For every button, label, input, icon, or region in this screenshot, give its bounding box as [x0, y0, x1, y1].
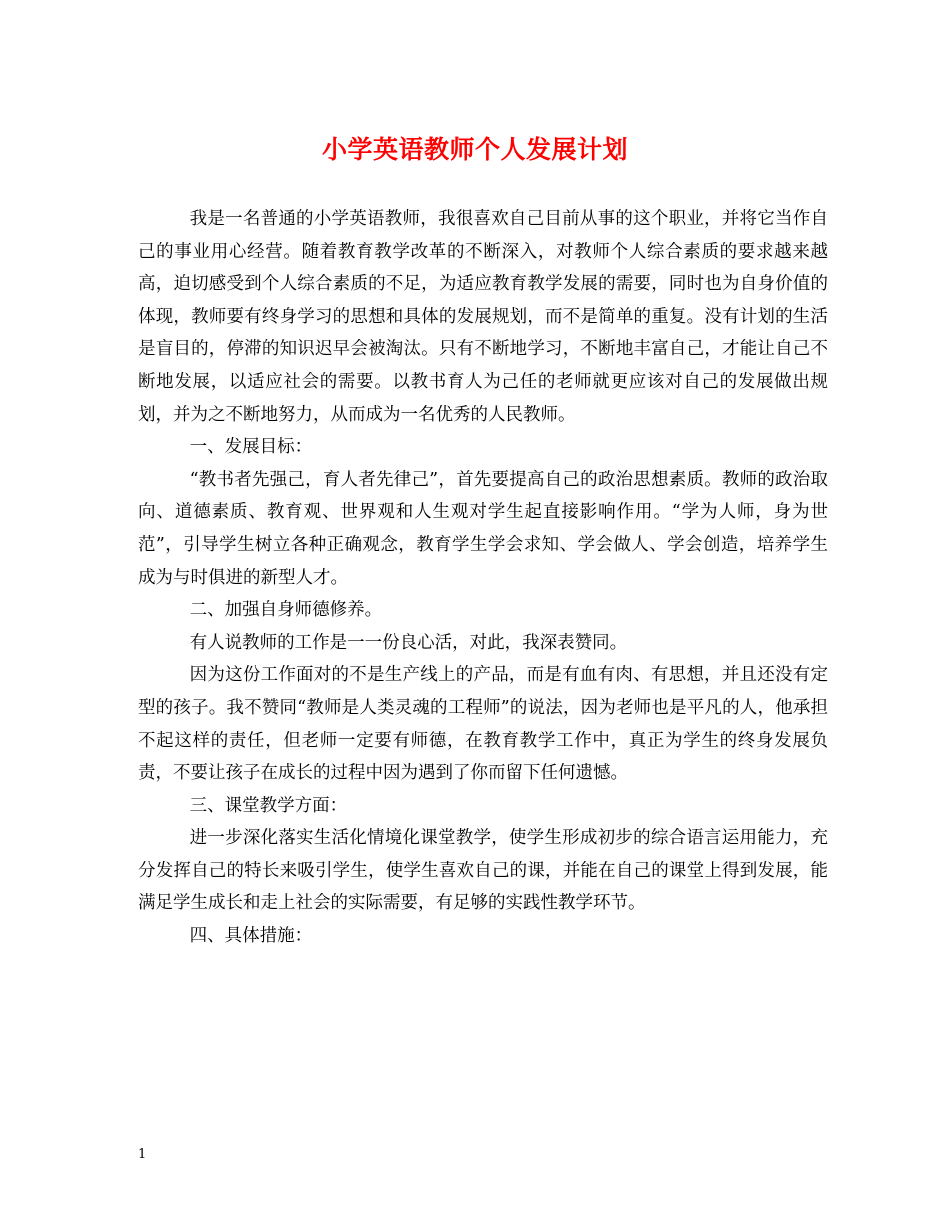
heading-specific-measures: 四、具体措施：: [189, 926, 313, 947]
paragraph-goals: “教书者先强己，育人者先律己”，首先要提高自己的政治思想素质。教师的政治取向、道德素质、教育观、世界观和人生观对学生起直接影响作用。“学为人师，身为世范”，引导学生树立各种正确观念，教育学生学会求知、学会做人、学会创造，培养学生成为与时俱进的新型人才。: [138, 469, 828, 588]
paragraph-intro: 我是一名普通的小学英语教师，我很喜欢自己目前从事的这个职业，并将它当作自己的事业用心经营。随着教育教学改革的不断深入，对教师个人综合素质的要求越来越高，迫切感受到个人综合素质的不足，为适应教育教学发展的需要，同时也为自身价值的体现，教师要有终身学习的思想和具体的发展规划，而不是简单的重复。没有计划的生活是盲目的，停滞的知识迟早会被淘汰。只有不断地学习，不断地丰富自己，才能让自己不断地发展，以适应社会的需要。以教书育人为己任的老师就更应该对自己的发展做出规划，并为之不断地努力，从而成为一名优秀的人民教师。: [138, 209, 828, 425]
heading-development-goals: 一、发展目标：: [189, 437, 313, 458]
heading-classroom-teaching: 三、课堂教学方面：: [189, 795, 348, 816]
paragraph-classroom: 进一步深化落实生活化情境化课堂教学，使学生形成初步的综合语言运用能力，充分发挥自己的特长来吸引学生，使学生喜欢自己的课，并能在自己的课堂上得到发展，能满足学生成长和走上社会的实际需要，有足够的实践性教学环节。: [138, 828, 828, 914]
paragraph-ethics-1: 有人说教师的工作是一一份良心活，对此，我深表赞同。: [189, 632, 628, 653]
document-title: 小学英语教师个人发展计划: [321, 135, 628, 164]
page-number: 1: [138, 1147, 147, 1162]
heading-teacher-ethics: 二、加强自身师德修养。: [189, 600, 383, 621]
document-body: [138, 203, 828, 953]
paragraph-ethics-2: 因为这份工作面对的不是生产线上的产品，而是有血有肉、有思想，并且还没有定型的孩子。我不赞同“教师是人类灵魂的工程师”的说法，因为老师也是平凡的人，他承担不起这样的责任，但老师一定要有师德，在教育教学工作中，真正为学生的终身发展负责，不要让孩子在成长的过程中因为遇到了你而留下任何遗憾。: [138, 665, 828, 784]
